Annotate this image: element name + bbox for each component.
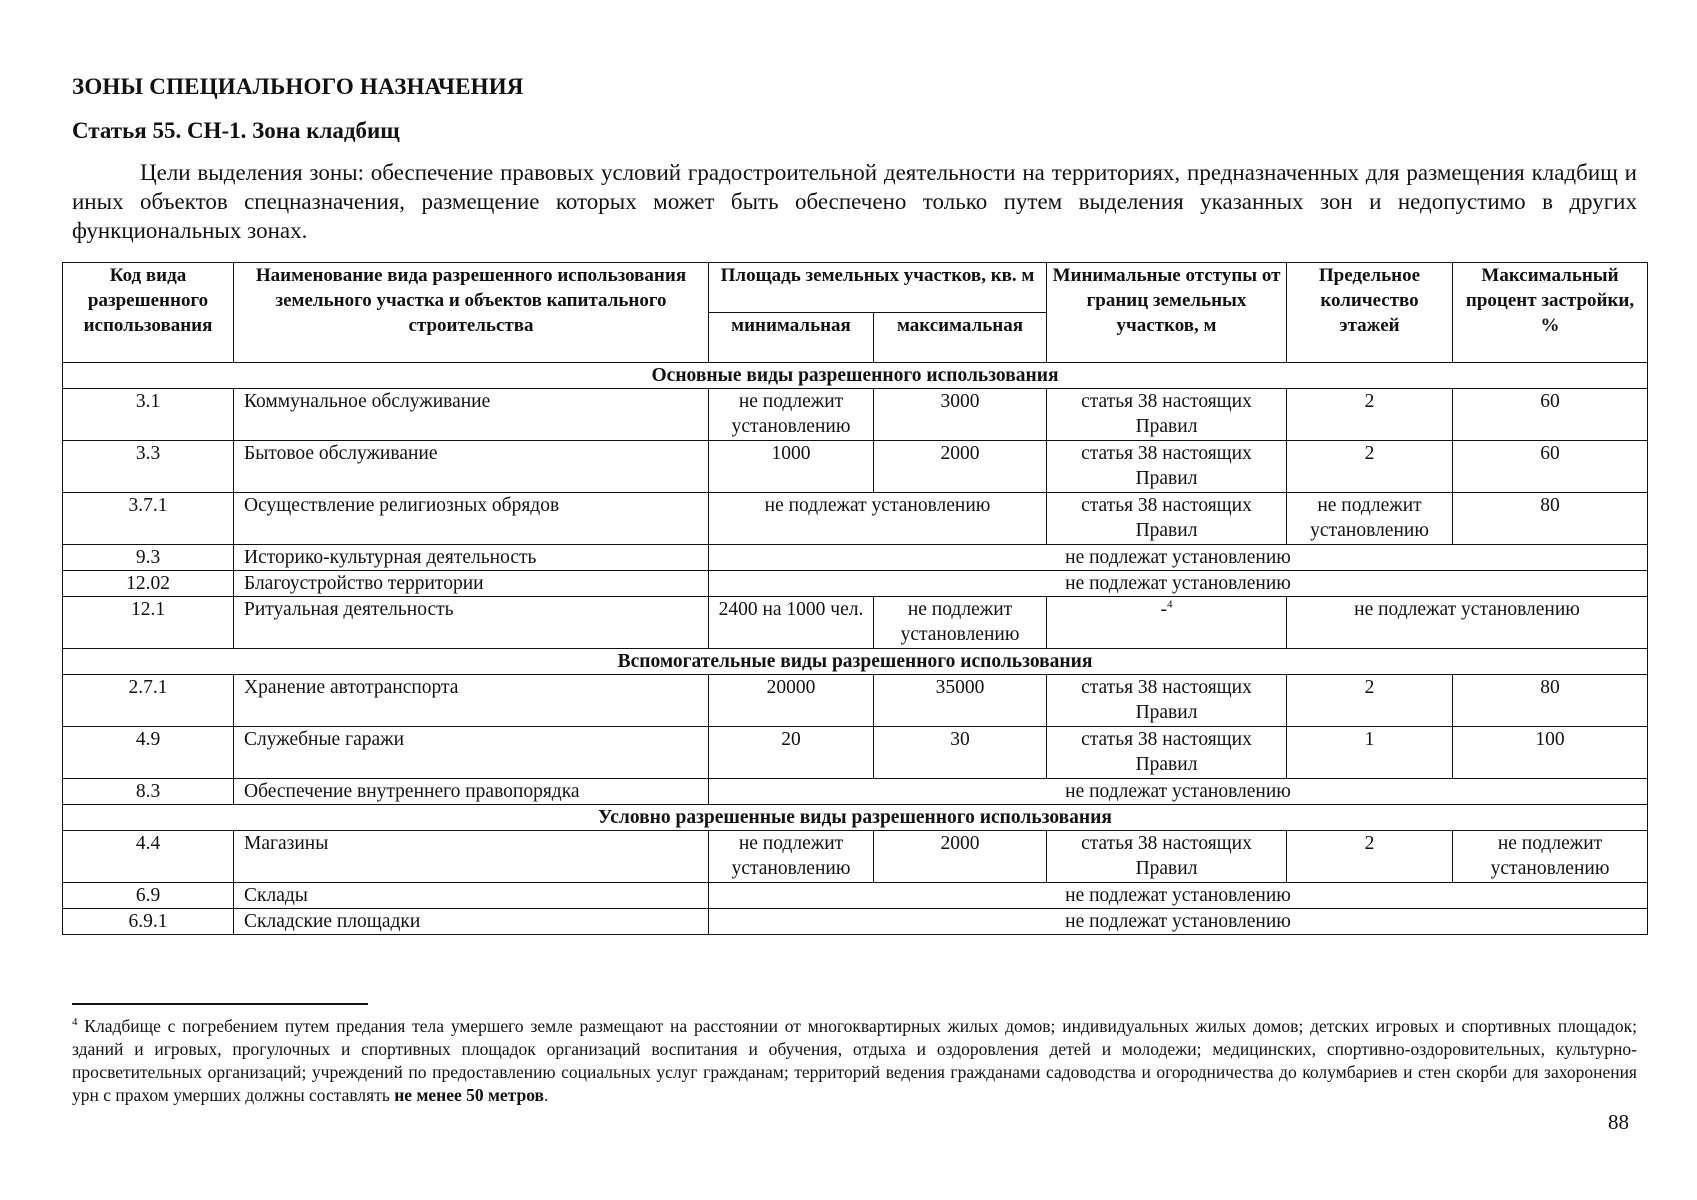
cell-code: 3.7.1 <box>63 493 234 545</box>
table-row <box>63 727 1648 779</box>
cell-area-merged: не подлежат установлению <box>709 493 1047 545</box>
cell-area-max: не подлежит установлению <box>874 597 1047 649</box>
cell-setback: статья 38 настоящих Правил <box>1047 441 1287 493</box>
cell-name: Коммунальное обслуживание <box>234 389 709 441</box>
intro-paragraph: Цели выделения зоны: обеспечение правовых условий градостроительной деятельности на территориях, предназначенных для размещения кладбищ и иных объектов спецназначения, размещение которых может быть обеспечено только путем выделения указанных зон и недопустимо в других функциональных зонах. <box>72 160 1637 243</box>
cell-name: Магазины <box>234 831 709 883</box>
cell-area-min: не подлежит установлению <box>709 389 874 441</box>
cell-coverage: 100 <box>1453 727 1648 779</box>
table-header-row <box>63 263 1648 313</box>
header-coverage: Максимальный процент застройки, % <box>1453 263 1648 363</box>
table-row <box>63 909 1648 935</box>
cell-coverage: 80 <box>1453 675 1648 727</box>
article-title: Статья 55. СН-1. Зона кладбищ <box>72 118 400 143</box>
footnote-marker: 4 <box>72 1016 78 1029</box>
footnote-bold: не менее 50 метров <box>394 1085 544 1105</box>
footnote <box>72 1015 1637 1107</box>
cell-name: Складские площадки <box>234 909 709 935</box>
cell-area-max: 2000 <box>874 831 1047 883</box>
table-row <box>63 545 1648 571</box>
section-heading: ЗОНЫ СПЕЦИАЛЬНОГО НАЗНАЧЕНИЯ <box>72 74 524 99</box>
cell-merged: не подлежат установлению <box>709 909 1648 935</box>
cell-area-max: 35000 <box>874 675 1047 727</box>
cell-name: Ритуальная деятельность <box>234 597 709 649</box>
cell-code: 9.3 <box>63 545 234 571</box>
cell-setback: статья 38 настоящих Правил <box>1047 675 1287 727</box>
cell-name: Склады <box>234 883 709 909</box>
cell-code: 12.1 <box>63 597 234 649</box>
cell-setback <box>1047 597 1287 649</box>
page-number: 88 <box>1608 1110 1629 1134</box>
header-setback: Минимальные отступы от границ земельных участков, м <box>1047 263 1287 363</box>
cell-area-min: 2400 на 1000 чел. <box>709 597 874 649</box>
table-row <box>63 571 1648 597</box>
header-name: Наименование вида разрешенного использования земельного участка и объектов капитального строительства <box>234 263 709 363</box>
cell-code: 8.3 <box>63 779 234 805</box>
cell-setback: статья 38 настоящих Правил <box>1047 389 1287 441</box>
cell-floors: 2 <box>1287 441 1453 493</box>
cell-code: 3.3 <box>63 441 234 493</box>
cell-name: Бытовое обслуживание <box>234 441 709 493</box>
table-row <box>63 493 1648 545</box>
cell-name: Служебные гаражи <box>234 727 709 779</box>
cell-floors: 2 <box>1287 675 1453 727</box>
cell-merged: не подлежат установлению <box>709 883 1648 909</box>
cell-coverage: 60 <box>1453 441 1648 493</box>
table-row <box>63 675 1648 727</box>
table-row <box>63 597 1648 649</box>
cell-area-max: 30 <box>874 727 1047 779</box>
cell-area-min: 20000 <box>709 675 874 727</box>
cell-code: 3.1 <box>63 389 234 441</box>
cell-merged: не подлежат установлению <box>709 779 1648 805</box>
cell-floors: 1 <box>1287 727 1453 779</box>
cell-merged: не подлежат установлению <box>709 571 1648 597</box>
table-row <box>63 831 1648 883</box>
section-main: Основные виды разрешенного использования <box>63 363 1648 389</box>
cell-code: 12.02 <box>63 571 234 597</box>
table-row <box>63 779 1648 805</box>
cell-coverage: 60 <box>1453 389 1648 441</box>
cell-name: Осуществление религиозных обрядов <box>234 493 709 545</box>
cell-code: 2.7.1 <box>63 675 234 727</box>
section-aux: Вспомогательные виды разрешенного использования <box>63 649 1648 675</box>
cell-setback: статья 38 настоящих Правил <box>1047 831 1287 883</box>
footnote-ref[interactable]: 4 <box>1167 598 1173 611</box>
cell-name: Хранение автотранспорта <box>234 675 709 727</box>
section-cond: Условно разрешенные виды разрешенного использования <box>63 805 1648 831</box>
zoning-table <box>62 262 1648 935</box>
cell-name: Историко-культурная деятельность <box>234 545 709 571</box>
footnote-text: Кладбище с погребением путем предания тела умершего земле размещают на расстоянии от многоквартирных жилых домов; индивидуальных жилых домов; детских игровых и спортивных площадок; зданий и игровых, прогулочных и спортивных площадок организаций воспитания и обучения, отдыха и оздоровления детей и молодежи; медицинских, спортивно-оздоровительных, культурно-просветительных организаций; учреждений по предоставлению социальных услуг гражданам; территорий ведения гражданами садоводства и огородничества до колумбариев и стен скорби для захоронения урн с прахом умерших должны составлять <box>72 1016 1637 1105</box>
setback-dash: - <box>1160 599 1167 620</box>
cell-name: Обеспечение внутреннего правопорядка <box>234 779 709 805</box>
cell-code: 6.9 <box>63 883 234 909</box>
cell-area-min: 1000 <box>709 441 874 493</box>
cell-area-min: 20 <box>709 727 874 779</box>
cell-area-min: не подлежит установлению <box>709 831 874 883</box>
table-row <box>63 441 1648 493</box>
cell-setback: статья 38 настоящих Правил <box>1047 493 1287 545</box>
section-row <box>63 649 1648 675</box>
cell-floors: не подлежит установлению <box>1287 493 1453 545</box>
cell-area-max: 3000 <box>874 389 1047 441</box>
footnote-divider <box>72 1003 368 1005</box>
table-row <box>63 883 1648 909</box>
cell-floors: 2 <box>1287 831 1453 883</box>
cell-coverage: не подлежит установлению <box>1453 831 1648 883</box>
table-row <box>63 389 1648 441</box>
header-area-min: минимальная <box>709 313 874 363</box>
cell-setback: статья 38 настоящих Правил <box>1047 727 1287 779</box>
cell-code: 4.4 <box>63 831 234 883</box>
cell-floors: 2 <box>1287 389 1453 441</box>
header-floors: Предельное количество этажей <box>1287 263 1453 363</box>
header-code: Код вида разрешенного использования <box>63 263 234 363</box>
header-area-max: максимальная <box>874 313 1047 363</box>
section-row <box>63 363 1648 389</box>
cell-code: 4.9 <box>63 727 234 779</box>
cell-coverage: 80 <box>1453 493 1648 545</box>
section-row <box>63 805 1648 831</box>
cell-area-max: 2000 <box>874 441 1047 493</box>
cell-merged: не подлежат установлению <box>709 545 1648 571</box>
header-area: Площадь земельных участков, кв. м <box>709 263 1047 313</box>
cell-code: 6.9.1 <box>63 909 234 935</box>
cell-rest-merged: не подлежат установлению <box>1287 597 1648 649</box>
footnote-end: . <box>544 1085 549 1105</box>
cell-name: Благоустройство территории <box>234 571 709 597</box>
